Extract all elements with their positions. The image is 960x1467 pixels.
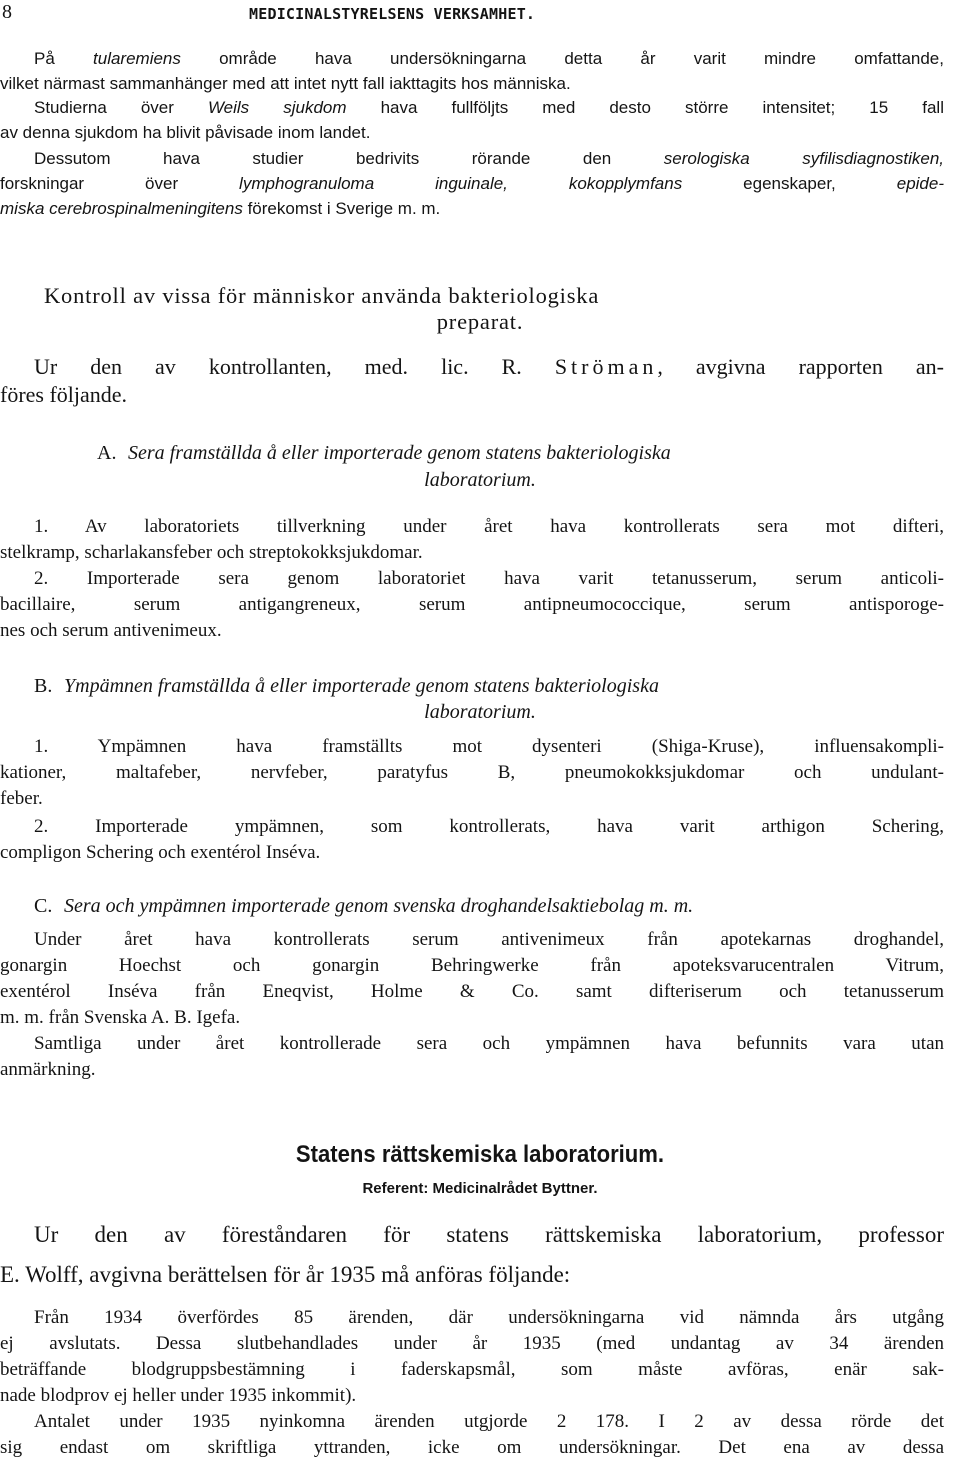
rattskemiska-intro-line-1: Ur den av föreståndaren för statens rättskemiska laboratorium, professor [34,1222,944,1247]
rattskemiska-para-2-line-2: sig endast om skriftliga yttranden, icke om undersökningar. Det ena av dessa [0,1437,944,1458]
a-item-1-line-1: 1. Av laboratoriets tillverkning under året hava kontrollerats sera mot difteri, [34,516,944,537]
a-item-2-line-3: nes och serum antivenimeux. [0,620,222,641]
intro-line-1: På tularemiens område hava undersökningarna detta år varit mindre omfattande, [34,49,944,68]
section-heading-rattskemiska: Statens rättskemiska laboratorium. [295,1141,665,1168]
rattskemiska-para-1-line-2: ej avslutats. Dessa slutbehandlades under år 1935 (med undantag av 34 ärenden [0,1333,944,1354]
running-title: MEDICINALSTYRELSENS VERKSAMHET. [249,5,536,23]
kontroll-report-line-1: Ur den av kontrollanten, med. lic. R. Ströman, avgivna rapporten an- [34,354,944,379]
rattskemiska-intro-line-2: E. Wolff, avgivna berättelsen för år 1935 må anföras följande: [0,1262,571,1287]
intro-line-6: forskningar över lymphogranuloma inguinale, kokopplymfans egenskaper, epide- [0,174,944,193]
kontroll-report-line-2: föres följande. [0,382,128,407]
rattskemiska-para-1-line-1: Från 1934 överfördes 85 ärenden, där undersökningarna vid nämnda års utgång [34,1307,944,1328]
subsection-c-title: Sera och ympämnen importerade genom svenska droghandelsaktiebolag m. m. [64,895,694,917]
c-para-1-line-4: m. m. från Svenska A. B. Igefa. [0,1007,241,1028]
intro-line-7: miska cerebrospinalmeningitens förekomst i Sverige m. m. [0,199,441,218]
b-item-2-line-1: 2. Importerade ympämnen, som kontrollerats, hava varit arthigon Schering, [34,816,944,837]
intro-line-5: Dessutom hava studier bedrivits rörande den serologiska syfilisdiagnostiken, [34,149,945,168]
c-para-2-line-2: anmärkning. [0,1059,96,1080]
intro-line-3: Studierna över Weils sjukdom hava fullföljts med desto större intensitet; 15 fall [34,98,944,117]
section-heading-kontroll-cont: preparat. [436,309,524,334]
a-item-1-line-2: stelkramp, scharlakansfeber och streptokokksjukdomar. [0,542,423,563]
c-para-1-line-2: gonargin Hoechst och gonargin Behringwerke från apoteksvarucentralen Vitrum, [0,955,944,976]
b-item-1-line-1: 1. Ympämnen hava framställts mot dysenteri (Shiga-Kruse), influensakompli- [34,736,944,757]
c-para-1-line-3: exentérol Inséva från Eneqvist, Holme & Co. samt difteriserum och tetanusserum [0,981,944,1002]
intro-line-4: av denna sjukdom ha blivit påvisade inom landet. [0,123,371,142]
b-item-2-line-2: compligon Schering och exentérol Inséva. [0,842,321,863]
page-number: 8 [2,1,12,23]
subsection-a-label: A. [97,442,117,464]
subsection-c-label: C. [34,895,53,917]
section-heading-kontroll: Kontroll av vissa för människor använda bakteriologiska [44,283,600,308]
subsection-b-title: Ympämnen framställda å eller importerade genom statens bakteriologiska [64,675,659,697]
intro-line-2: vilket närmast sammanhänger med att intet nytt fall iakttagits hos människa. [0,74,571,93]
subsection-b-label: B. [34,675,53,697]
a-item-2-line-1: 2. Importerade sera genom laboratoriet hava varit tetanusserum, serum anticoli- [34,568,944,589]
rattskemiska-para-2-line-1: Antalet under 1935 nyinkomna ärenden utgjorde 2 178. I 2 av dessa rörde det [34,1411,944,1432]
c-para-1-line-1: Under året hava kontrollerats serum antivenimeux från apotekarnas droghandel, [34,929,944,950]
subsection-a-title-cont: laboratorium. [424,469,536,491]
b-item-1-line-2: kationer, maltafeber, nervfeber, paratyfus B, pneumokokksjukdomar och undulant- [0,762,944,783]
rattskemiska-para-1-line-4: nade blodprov ej heller under 1935 inkommit). [0,1385,357,1406]
c-para-2-line-1: Samtliga under året kontrollerade sera och ympämnen hava befunnits vara utan [34,1033,944,1054]
rattskemiska-para-1-line-3: beträffande blodgruppsbestämning i faderskapsmål, som måste avföras, enär sak- [0,1359,944,1380]
a-item-2-line-2: bacillaire, serum antigangreneux, serum antipneumococcique, serum antisporoge- [0,594,944,615]
b-item-1-line-3: feber. [0,788,43,809]
referent-line: Referent: Medicinalrådet Byttner. [362,1180,598,1197]
subsection-b-title-cont: laboratorium. [424,701,536,723]
subsection-a-title: Sera framställda å eller importerade genom statens bakteriologiska [128,442,671,464]
